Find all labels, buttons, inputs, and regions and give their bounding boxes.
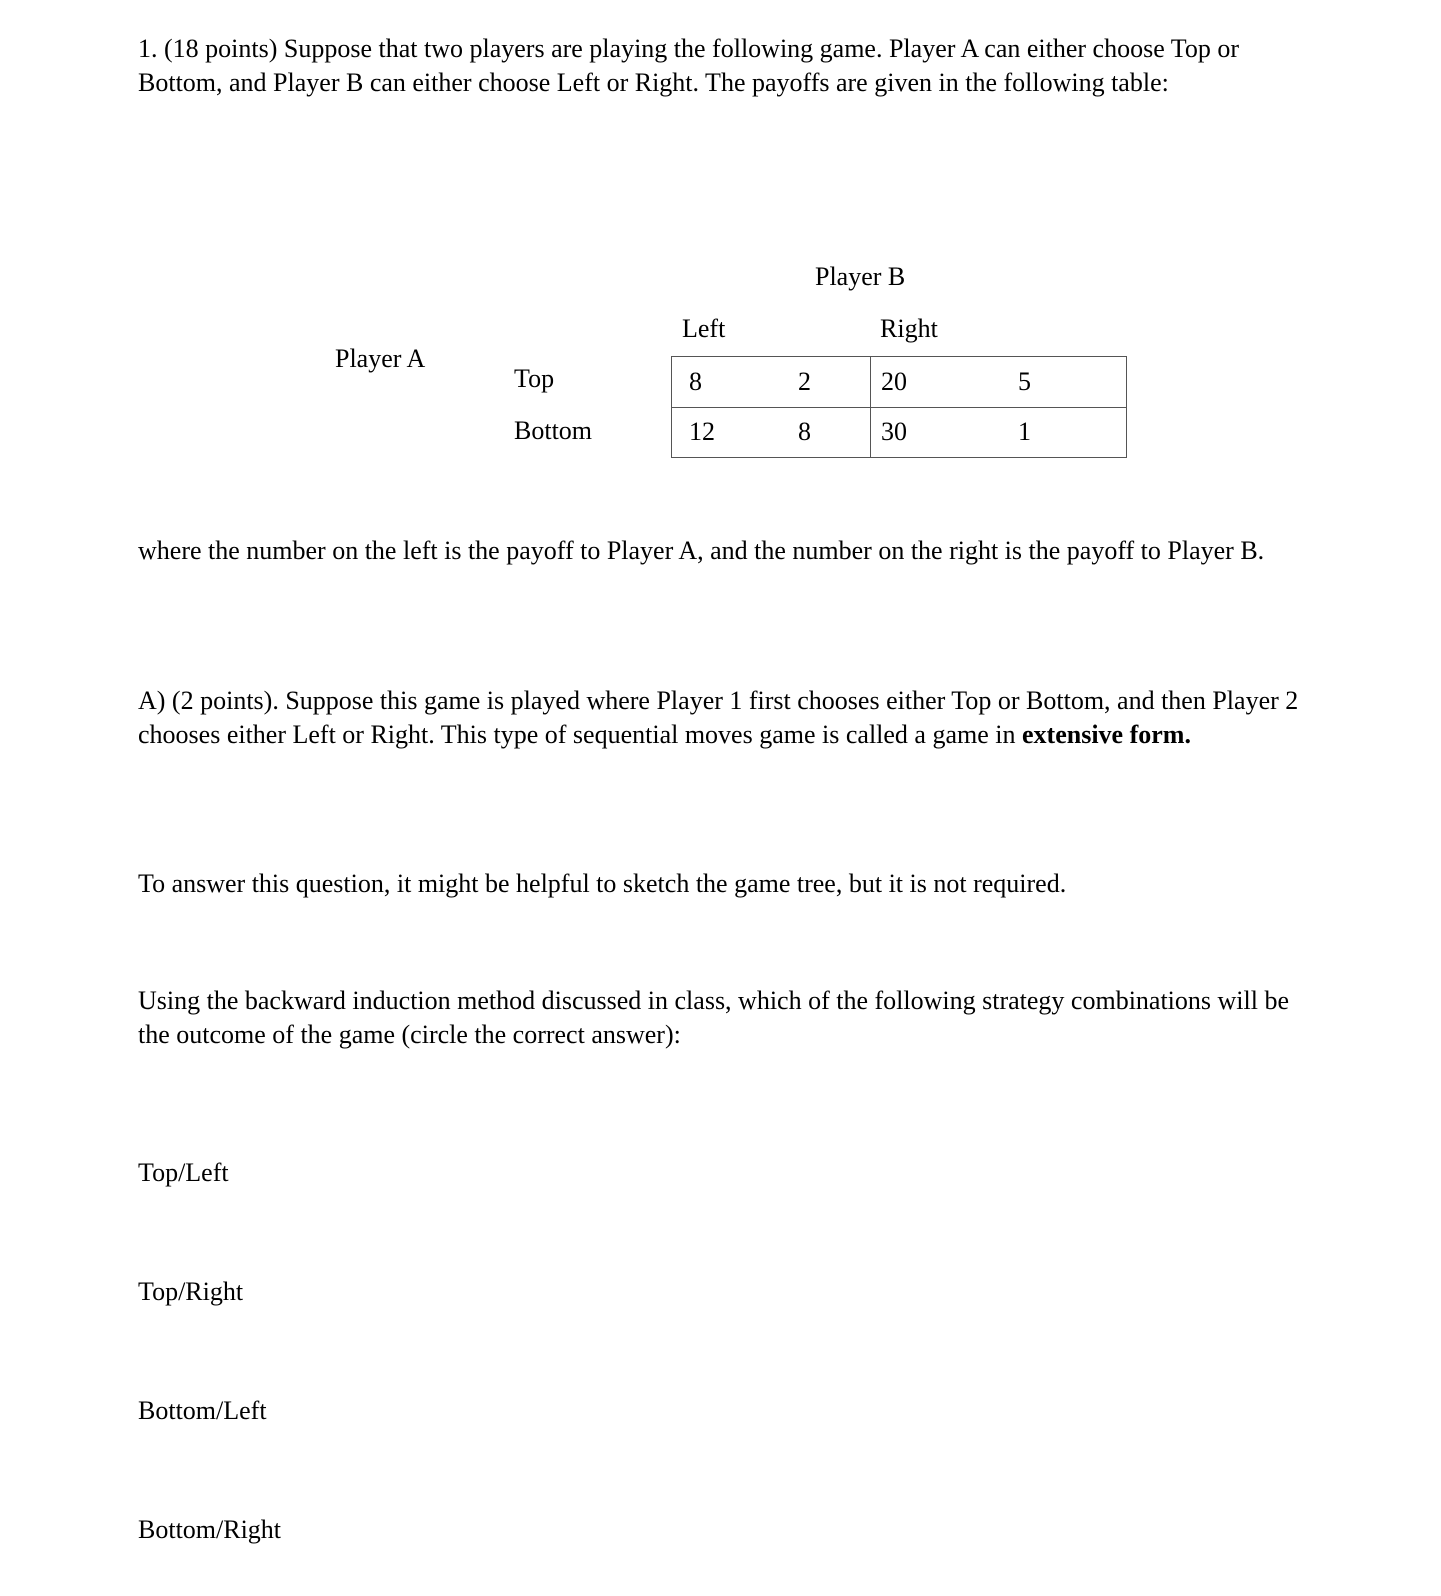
payoff-bottom-left-b: 8 xyxy=(798,417,811,446)
question-intro: 1. (18 points) Suppose that two players are playing the following game. Player A can either choose Top or Bottom, and Player B can either choose Left or Right. The payoffs are given in the following table: xyxy=(138,34,1240,97)
payoff-table xyxy=(671,356,1127,458)
column-right-label: Right xyxy=(880,314,938,343)
row-bottom-label: Bottom xyxy=(514,416,593,445)
answer-option-top-right[interactable]: Top/Right xyxy=(138,1277,244,1306)
payoff-bottom-right-a: 30 xyxy=(881,417,907,446)
payoff-bottom-right-b: 1 xyxy=(1018,417,1031,446)
player-a-label: Player A xyxy=(335,344,426,373)
answer-option-bottom-right[interactable]: Bottom/Right xyxy=(138,1515,282,1544)
part-a-bold-term: extensive form xyxy=(1022,720,1185,749)
payoff-table-divider xyxy=(870,357,871,457)
part-a-text xyxy=(138,684,1318,752)
hint-text: To answer this question, it might be helpful to sketch the game tree, but it is not required. xyxy=(138,869,1067,898)
prompt-text: Using the backward induction method discussed in class, which of the following strategy combinations will be the outcome of the game (circle the correct answer): xyxy=(138,986,1290,1049)
payoff-note: where the number on the left is the payoff to Player A, and the number on the right is the payoff to Player B. xyxy=(138,536,1265,565)
part-a-end: . xyxy=(1184,720,1191,749)
payoff-top-right-a: 20 xyxy=(881,367,907,396)
answer-option-bottom-left[interactable]: Bottom/Left xyxy=(138,1396,267,1425)
part-a-body: A) (2 points). Suppose this game is played where Player 1 first chooses either Top or Bottom, and then Player 2 chooses either Left or Right. This type of sequential moves game is called a game in xyxy=(138,686,1299,749)
answer-option-top-left[interactable]: Top/Left xyxy=(138,1158,229,1187)
payoff-row-bottom xyxy=(672,407,1126,457)
payoff-top-right-b: 5 xyxy=(1018,367,1031,396)
payoff-row-top xyxy=(672,357,1126,408)
payoff-bottom-left-a: 12 xyxy=(689,417,715,446)
row-top-label: Top xyxy=(514,364,555,393)
column-left-label: Left xyxy=(682,314,726,343)
payoff-top-left-b: 2 xyxy=(798,367,811,396)
player-b-label: Player B xyxy=(815,262,906,291)
payoff-top-left-a: 8 xyxy=(689,367,702,396)
